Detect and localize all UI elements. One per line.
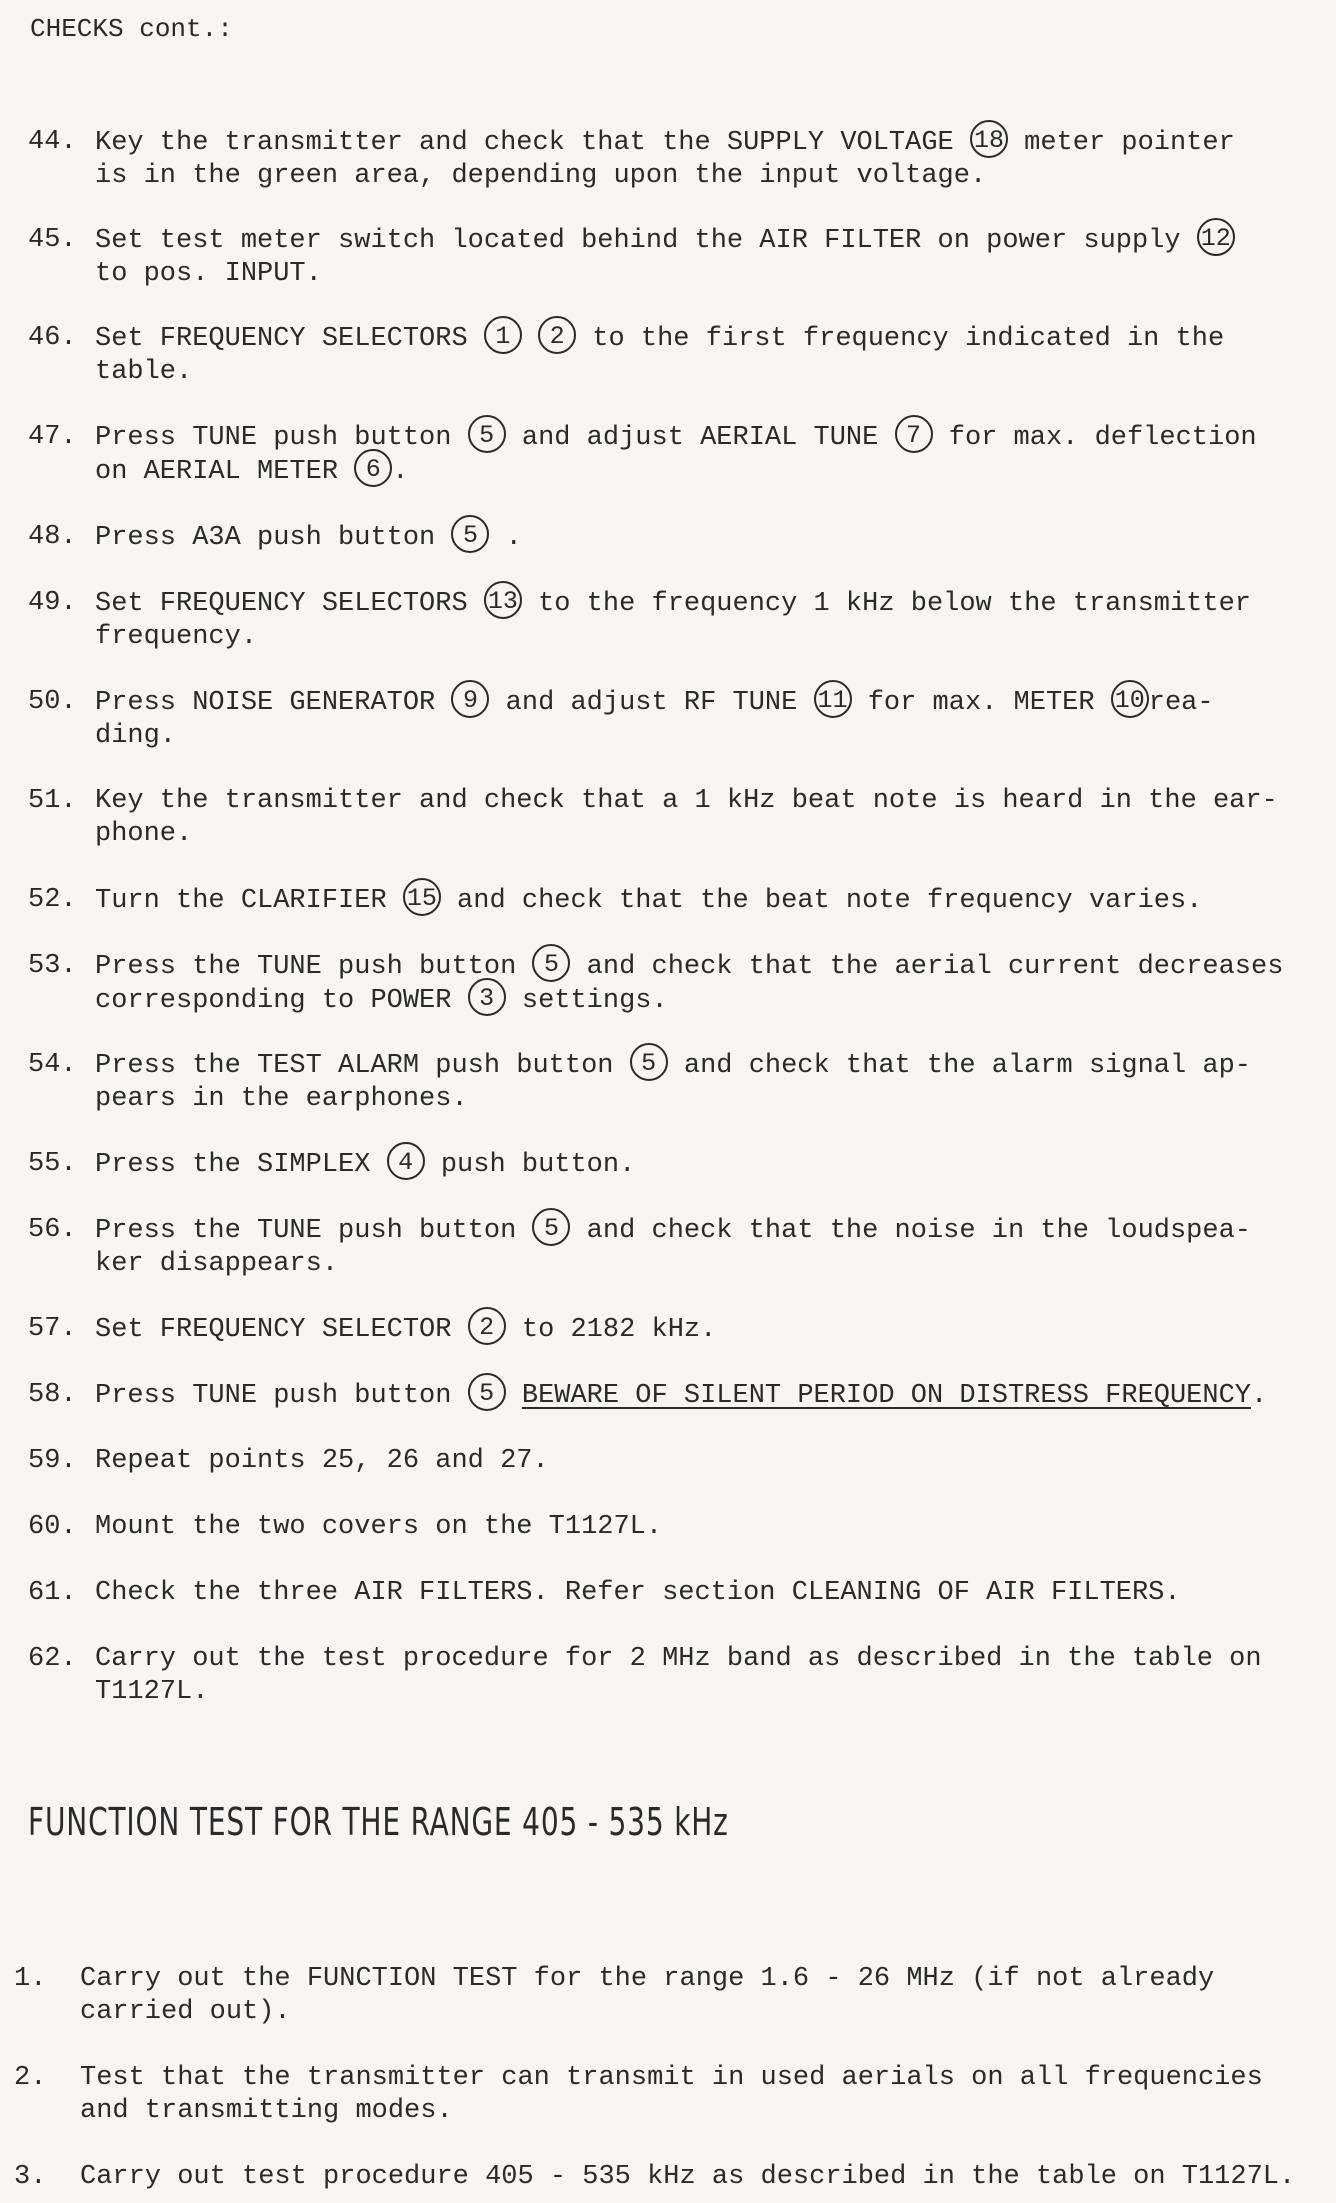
item-number: 2.: [14, 2063, 47, 2093]
item-number: 49.: [28, 588, 77, 618]
item-number: 59.: [28, 1446, 77, 1476]
control-reference-number: 12: [1197, 218, 1235, 256]
item-number: 53.: [28, 951, 77, 981]
item-number: 56.: [28, 1215, 77, 1245]
control-reference-number: 2: [468, 1307, 506, 1345]
item-text: Press the TUNE push button 5 and check that the aerial current decreases corresponding to POWER 3 settings.: [95, 950, 1335, 1018]
item-text: Press A3A push button 5 .: [95, 521, 1335, 555]
item-text: Test that the transmitter can transmit in used aerials on all frequencies and transmitting modes.: [80, 2063, 1263, 2126]
item-text: Set FREQUENCY SELECTORS 13 to the frequency 1 kHz below the transmitter frequency.: [95, 587, 1335, 654]
item-number: 48.: [28, 522, 77, 552]
item-text: Key the transmitter and check that a 1 kHz beat note is heard in the ear- phone.: [95, 786, 1278, 849]
item-text: Press TUNE push button 5 and adjust AERIAL TUNE 7 for max. deflection on AERIAL METER 6 .: [95, 421, 1335, 489]
item-text: Press the SIMPLEX 4 push button.: [95, 1148, 1335, 1182]
item-text: Turn the CLARIFIER 15 and check that the beat note frequency varies.: [95, 884, 1335, 918]
item-number: 57.: [28, 1314, 77, 1344]
item-text: Press NOISE GENERATOR 9 and adjust RF TUNE 11 for max. METER 10 rea- ding.: [95, 686, 1335, 753]
control-reference-number: 5: [451, 515, 489, 553]
item-number: 62.: [28, 1644, 77, 1674]
item-number: 44.: [28, 127, 77, 157]
section-title: FUNCTION TEST FOR THE RANGE 405 - 535 kHz: [28, 1800, 729, 1844]
item-number: 3.: [14, 2162, 47, 2192]
item-text: Repeat points 25, 26 and 27.: [95, 1446, 549, 1476]
item-number: 61.: [28, 1578, 77, 1608]
item-number: 58.: [28, 1380, 77, 1410]
item-number: 52.: [28, 885, 77, 915]
item-text: Carry out test procedure 405 - 535 kHz as described in the table on T1127L.: [80, 2162, 1296, 2192]
control-reference-number: 5: [630, 1043, 668, 1081]
page-header: CHECKS cont.:: [30, 14, 233, 44]
item-number: 55.: [28, 1149, 77, 1179]
item-text: Press TUNE push button 5 BEWARE OF SILENT PERIOD ON DISTRESS FREQUENCY.: [95, 1379, 1335, 1413]
item-text: Mount the two covers on the T1127L.: [95, 1512, 663, 1542]
item-text: Check the three AIR FILTERS. Refer section CLEANING OF AIR FILTERS.: [95, 1578, 1181, 1608]
control-reference-number: 11: [814, 680, 852, 718]
item-number: 46.: [28, 323, 77, 353]
control-reference-number: 5: [468, 1373, 506, 1411]
control-reference-number: 6: [354, 449, 392, 487]
item-number: 50.: [28, 687, 77, 717]
item-number: 51.: [28, 786, 77, 816]
warning-text: BEWARE OF SILENT PERIOD ON DISTRESS FREQUENCY: [521, 1381, 1251, 1412]
control-reference-number: 5: [532, 1208, 570, 1246]
control-reference-number: 9: [451, 680, 489, 718]
control-reference-number: 1: [484, 316, 522, 354]
item-number: 60.: [28, 1512, 77, 1542]
item-number: 45.: [28, 225, 77, 255]
item-number: 1.: [14, 1964, 47, 1994]
item-text: Set FREQUENCY SELECTORS 1 2 to the first frequency indicated in the table.: [95, 322, 1335, 389]
item-text: Carry out the test procedure for 2 MHz band as described in the table on T1127L.: [95, 1644, 1262, 1707]
control-reference-number: 5: [468, 415, 506, 453]
item-number: 47.: [28, 422, 77, 452]
control-reference-number: 10: [1111, 680, 1149, 718]
control-reference-number: 18: [970, 120, 1008, 158]
item-text: Set FREQUENCY SELECTOR 2 to 2182 kHz.: [95, 1313, 1335, 1347]
item-text: Carry out the FUNCTION TEST for the range 1.6 - 26 MHz (if not already carried out).: [80, 1964, 1215, 2027]
item-text: Press the TUNE push button 5 and check that the noise in the loudspea- ker disappears.: [95, 1214, 1335, 1281]
control-reference-number: 2: [538, 316, 576, 354]
item-number: 54.: [28, 1050, 77, 1080]
control-reference-number: 13: [484, 581, 522, 619]
control-reference-number: 3: [468, 978, 506, 1016]
item-text: Key the transmitter and check that the SUPPLY VOLTAGE 18 meter pointer is in the green area, depending upon the input voltage.: [95, 126, 1335, 193]
control-reference-number: 4: [387, 1142, 425, 1180]
control-reference-number: 15: [403, 878, 441, 916]
control-reference-number: 7: [895, 415, 933, 453]
item-text: Set test meter switch located behind the AIR FILTER on power supply 12 to pos. INPUT.: [95, 224, 1335, 291]
item-text: Press the TEST ALARM push button 5 and check that the alarm signal ap- pears in the earphones.: [95, 1049, 1335, 1116]
control-reference-number: 5: [532, 944, 570, 982]
